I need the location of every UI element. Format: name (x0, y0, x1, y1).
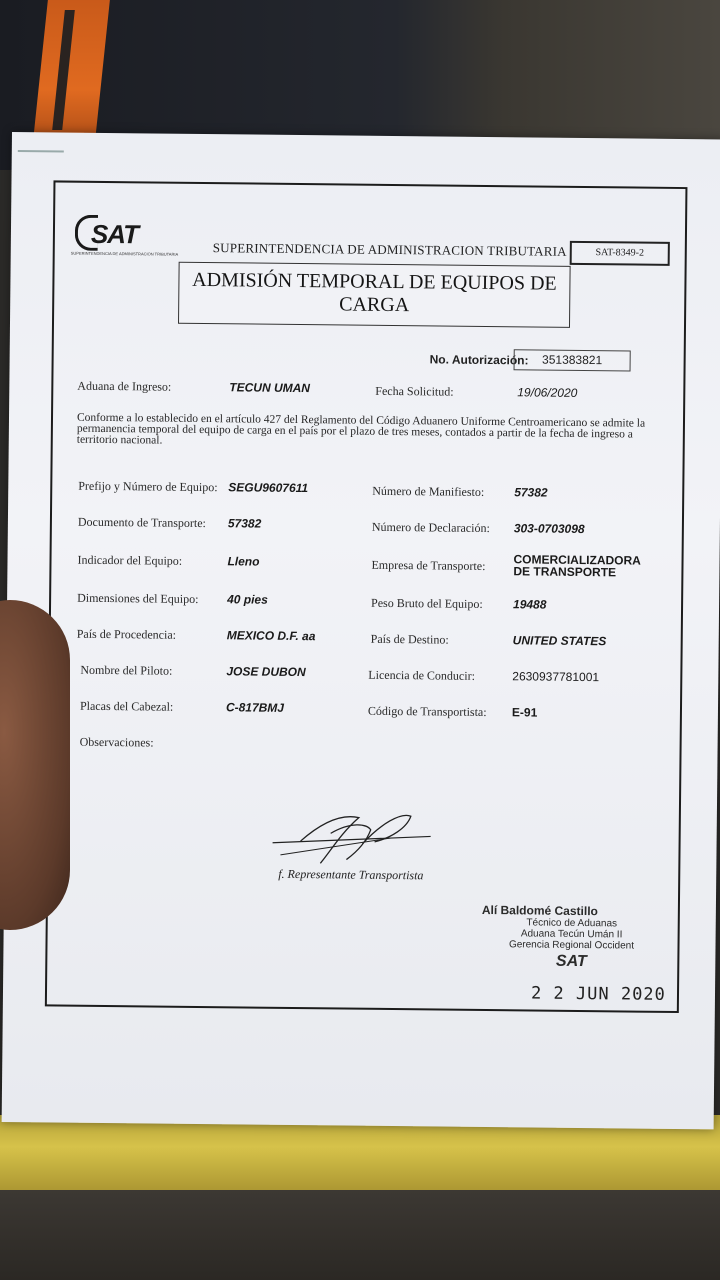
authorization-label: No. Autorización: (429, 352, 529, 368)
declaracion-value: 303-0703098 (513, 521, 585, 537)
documento-label: Documento de Transporte: (77, 514, 206, 531)
empresa-value (513, 553, 641, 578)
stamp-line-1: Técnico de Aduanas (526, 917, 618, 930)
title-line-1: ADMISIÓN TEMPORAL DE EQUIPOS DE (192, 268, 557, 295)
document-sheet (2, 132, 720, 1129)
licencia-value: 2630937781001 (512, 669, 600, 685)
aduana-label: Aduana de Ingreso: (77, 378, 172, 394)
authorization-value: 351383821 (514, 349, 631, 371)
logo-subtitle: SUPERINTENDENCIA DE ADMINISTRACION TRIBUTARIA (70, 250, 179, 257)
background-floor (0, 1190, 720, 1280)
legal-paragraph: Conforme a lo establecido en el artículo 427 del Reglamento del Código Aduanero Uniforme Centroamericano se admite la permanencia temporal del equipo de carga en el país por el plazo de tres meses, contados a partir de la fecha de ingreso a territorio nacional. (76, 411, 646, 447)
codigo-label: Código de Transportista: (367, 703, 487, 720)
manifiesto-label: Número de Manifiesto: (372, 483, 485, 499)
stamp-date: 2 2 JUN 2020 (530, 983, 666, 1005)
procedencia-value: MEXICO D.F. aa (226, 628, 316, 644)
observaciones-label: Observaciones: (79, 734, 154, 750)
fecha-value: 19/06/2020 (517, 385, 578, 400)
sat-logo (69, 213, 179, 262)
empresa-label: Empresa de Transporte: (371, 557, 486, 573)
official-stamp (481, 903, 662, 972)
peso-label: Peso Bruto del Equipo: (371, 595, 483, 611)
indicador-value: Lleno (227, 554, 260, 569)
dimensiones-label: Dimensiones del Equipo: (77, 590, 199, 606)
codigo-value: E-91 (511, 705, 538, 720)
page-title (179, 269, 569, 319)
indicador-label: Indicador del Equipo: (77, 552, 183, 568)
piloto-label: Nombre del Piloto: (80, 662, 173, 678)
placas-value: C-817BMJ (225, 700, 285, 715)
signature-caption: f. Representante Transportista (278, 866, 424, 883)
empresa-value-line-2: DE TRANSPORTE (513, 564, 617, 580)
stamp-name: Alí Baldomé Castillo (481, 902, 598, 919)
title-line-2: CARGA (339, 293, 410, 317)
form-border (45, 180, 688, 1013)
form-code: SAT-8349-2 (570, 241, 670, 266)
piloto-value: JOSE DUBON (226, 664, 306, 680)
procedencia-label: País de Procedencia: (76, 626, 177, 642)
stamp-line-2: Aduana Tecún Umán II (520, 928, 623, 941)
aduana-value: TECUN UMAN (229, 380, 311, 396)
empresa-value-line-1: COMERCIALIZADORA (513, 552, 641, 568)
prefijo-value: SEGU9607611 (228, 480, 309, 496)
paper-mark (18, 150, 64, 152)
destino-value: UNITED STATES (512, 633, 607, 649)
agency-name: SUPERINTENDENCIA DE ADMINISTRACION TRIBUTARIA (212, 240, 567, 259)
signature-mark (270, 803, 441, 875)
manifiesto-value: 57382 (514, 485, 548, 500)
fecha-label: Fecha Solicitud: (375, 383, 454, 399)
licencia-label: Licencia de Conducir: (368, 667, 476, 683)
documento-value: 57382 (227, 516, 262, 531)
title-box (178, 262, 571, 328)
stamp-line-3: Gerencia Regional Occident (508, 939, 635, 952)
stamp-logo: SAT (555, 952, 587, 971)
dimensiones-value: 40 pies (227, 592, 268, 607)
prefijo-label: Prefijo y Número de Equipo: (78, 478, 218, 495)
peso-value: 19488 (513, 597, 547, 612)
destino-label: País de Destino: (370, 631, 449, 647)
hand-holding-paper (0, 600, 70, 930)
placas-label: Placas del Cabezal: (79, 698, 174, 714)
logo-text: SAT (90, 218, 139, 250)
declaracion-label: Número de Declaración: (371, 519, 490, 536)
